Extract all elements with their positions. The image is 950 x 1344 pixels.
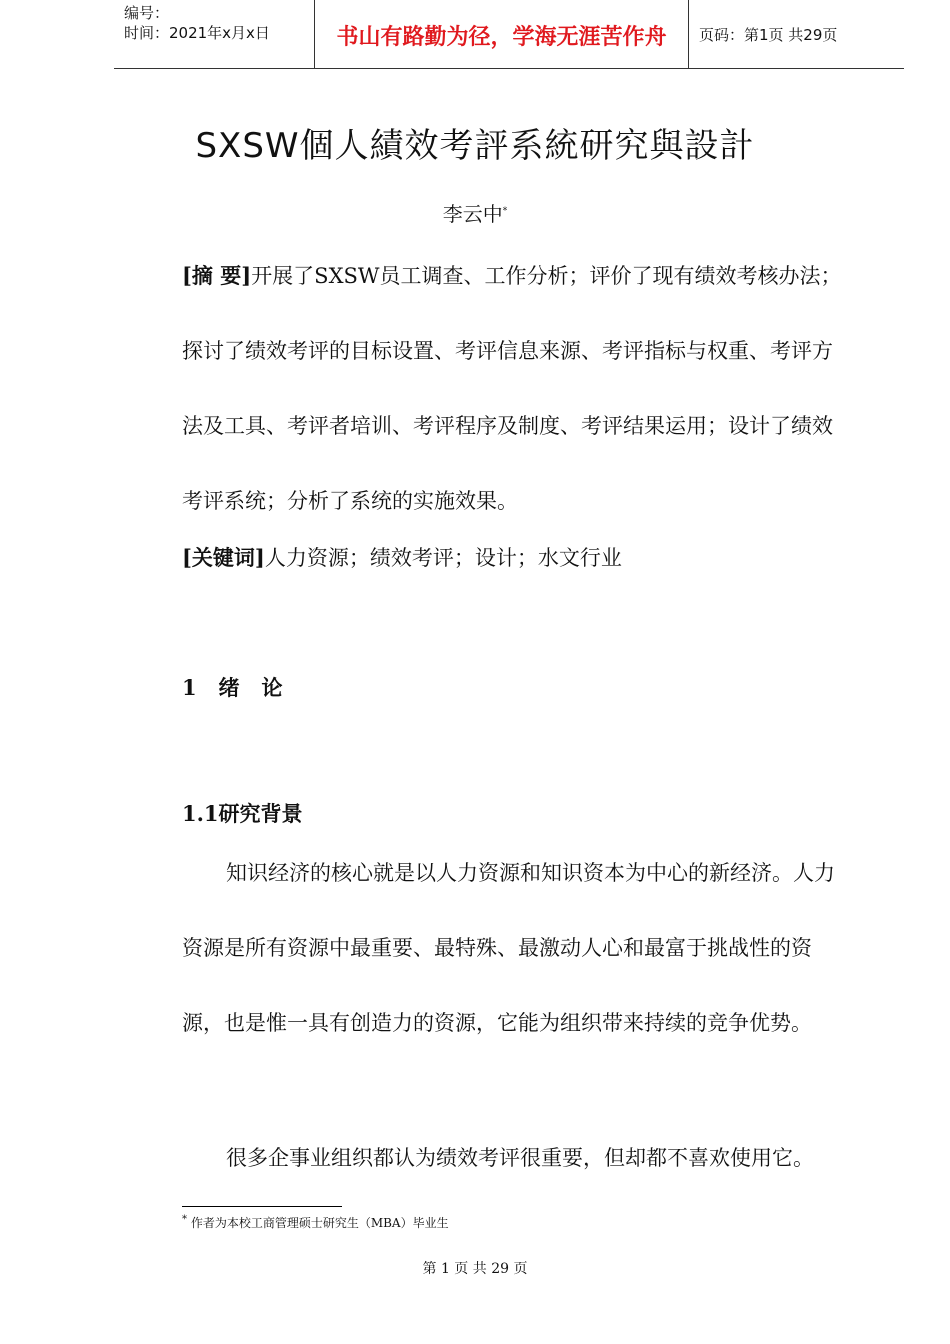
header-page-cell xyxy=(689,0,904,68)
footnote xyxy=(182,1214,449,1231)
section-heading-1-1: 1.1研究背景 xyxy=(182,801,303,826)
header-meta-cell xyxy=(114,0,315,68)
abstract-label: [摘 要] xyxy=(182,263,252,288)
author-line xyxy=(0,198,950,227)
author-footnote-mark: * xyxy=(502,206,508,217)
keywords-line xyxy=(182,542,622,572)
header-motto: 书山有路勤为径，学海无涯苦作舟 xyxy=(336,25,667,50)
footnote-mark: * xyxy=(182,1214,187,1225)
author-name: 李云中 xyxy=(442,202,503,226)
body-paragraph-1: 知识经济的核心就是以人力资源和知识资本为中心的新经济。人力资源是所有资源中最重要、最特殊、最激动人心和最富于挑战性的资源，也是惟一具有创造力的资源，它能为组织带来持续的竞争优势。 xyxy=(182,861,835,1035)
footnote-separator xyxy=(182,1206,342,1207)
abstract-text: 开展了SXSW员工调查、工作分析；评价了现有绩效考核办法；探讨了绩效考评的目标设置、考评信息来源、考评指标与权重、考评方法及工具、考评者培训、考评程序及制度、考评结果运用；设计了绩效考评系统；分析了系统的实施效果。 xyxy=(182,264,842,513)
document-number-label: 编号： xyxy=(124,4,170,22)
keywords-label: [关键词] xyxy=(182,545,265,570)
document-time-label: 时间：2021年x月x日 xyxy=(124,24,270,42)
document-title: SXSW個人績效考評系統研究與設計 xyxy=(195,126,755,166)
page-footer: 第 1 页 共 29 页 xyxy=(422,1261,528,1277)
header-page-info: 页码：第1页 共29页 xyxy=(699,26,838,44)
keywords-text: 人力资源；绩效考评；设计；水文行业 xyxy=(264,546,622,570)
footnote-text: 作者为本校工商管理硕士研究生（MBA）毕业生 xyxy=(190,1216,449,1230)
abstract-paragraph xyxy=(182,238,842,539)
body-paragraph-2: 很多企事业组织都认为绩效考评很重要，但却都不喜欢使用它。 xyxy=(226,1146,814,1170)
header-motto-cell xyxy=(315,0,689,68)
section-heading-1: 1 绪 论 xyxy=(182,675,283,700)
page-header xyxy=(114,0,904,69)
